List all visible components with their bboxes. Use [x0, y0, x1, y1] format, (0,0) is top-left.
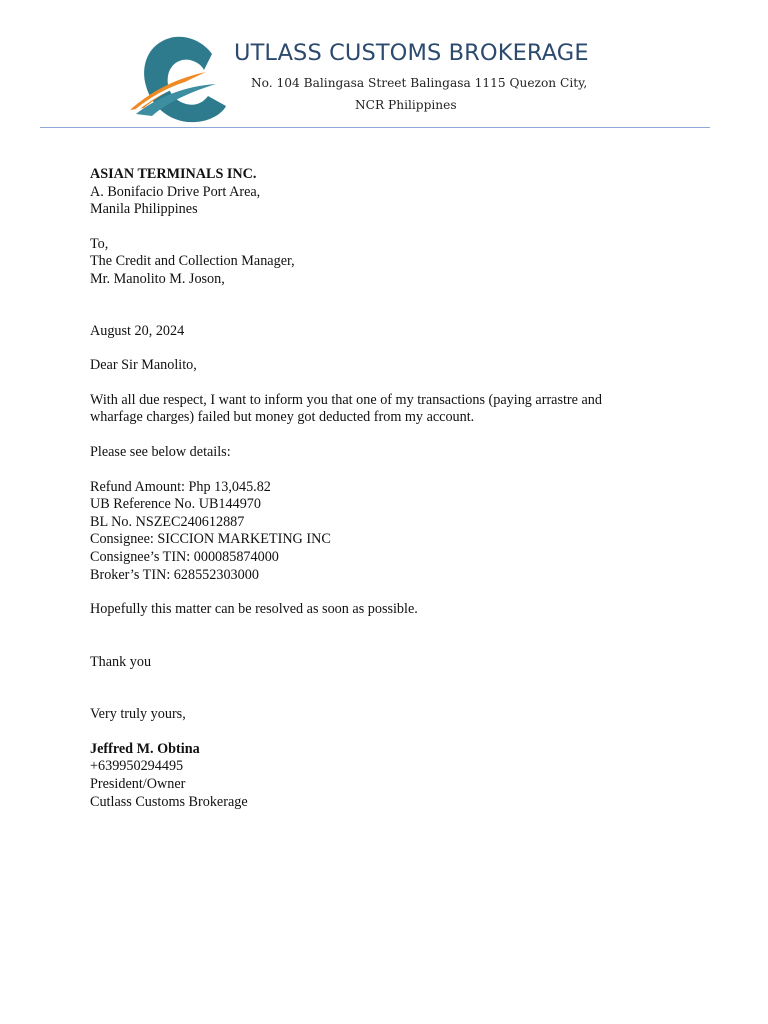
letter-body [90, 166, 690, 811]
letterhead [0, 0, 768, 135]
company-name: UTLASS CUSTOMS BROKERAGE [234, 40, 589, 66]
details-list [90, 479, 690, 585]
detail-bl-number: BL No. NSZEC240612887 [90, 513, 245, 530]
detail-ub-reference: UB Reference No. UB144970 [90, 496, 261, 513]
salutation: Dear Sir Manolito, [90, 357, 197, 374]
recipient-address-line-1: A. Bonifacio Drive Port Area, [90, 183, 261, 200]
detail-broker-tin: Broker’s TIN: 628552303000 [90, 566, 259, 583]
to-label: To, [90, 235, 109, 252]
letter-date: August 20, 2024 [90, 322, 185, 339]
signatory-company: Cutlass Customs Brokerage [90, 793, 248, 810]
recipient-company: ASIAN TERMINALS INC. [90, 166, 257, 182]
signatory-phone: +639950294495 [90, 758, 184, 775]
detail-consignee-tin: Consignee’s TIN: 000085874000 [90, 548, 279, 565]
recipient-address-line-2: Manila Philippines [90, 201, 198, 218]
signatory-name: Jeffred M. Obtina [90, 740, 200, 757]
closing-paragraph: Hopefully this matter can be resolved as soon as possible. [90, 601, 418, 618]
company-address-line-1: No. 104 Balingasa Street Balingasa 1115 Quezon City, [251, 76, 588, 90]
signatory-title: President/Owner [90, 776, 186, 793]
header-divider [40, 127, 710, 128]
body-paragraph: With all due respect, I want to inform you that one of my transactions (paying arrastre and wharfage charges) failed but money got deducted from my account. [90, 391, 602, 426]
thank-you: Thank you [90, 653, 152, 670]
detail-refund-amount: Refund Amount: Php 13,045.82 [90, 478, 271, 495]
details-intro: Please see below details: [90, 443, 231, 460]
complimentary-close: Very truly yours, [90, 706, 186, 723]
to-name: Mr. Manolito M. Joson, [90, 270, 225, 287]
detail-consignee: Consignee: SICCION MARKETING INC [90, 531, 331, 548]
to-title: The Credit and Collection Manager, [90, 253, 295, 270]
company-logo-icon [126, 32, 230, 128]
company-address-line-2: NCR Philippines [355, 98, 457, 112]
